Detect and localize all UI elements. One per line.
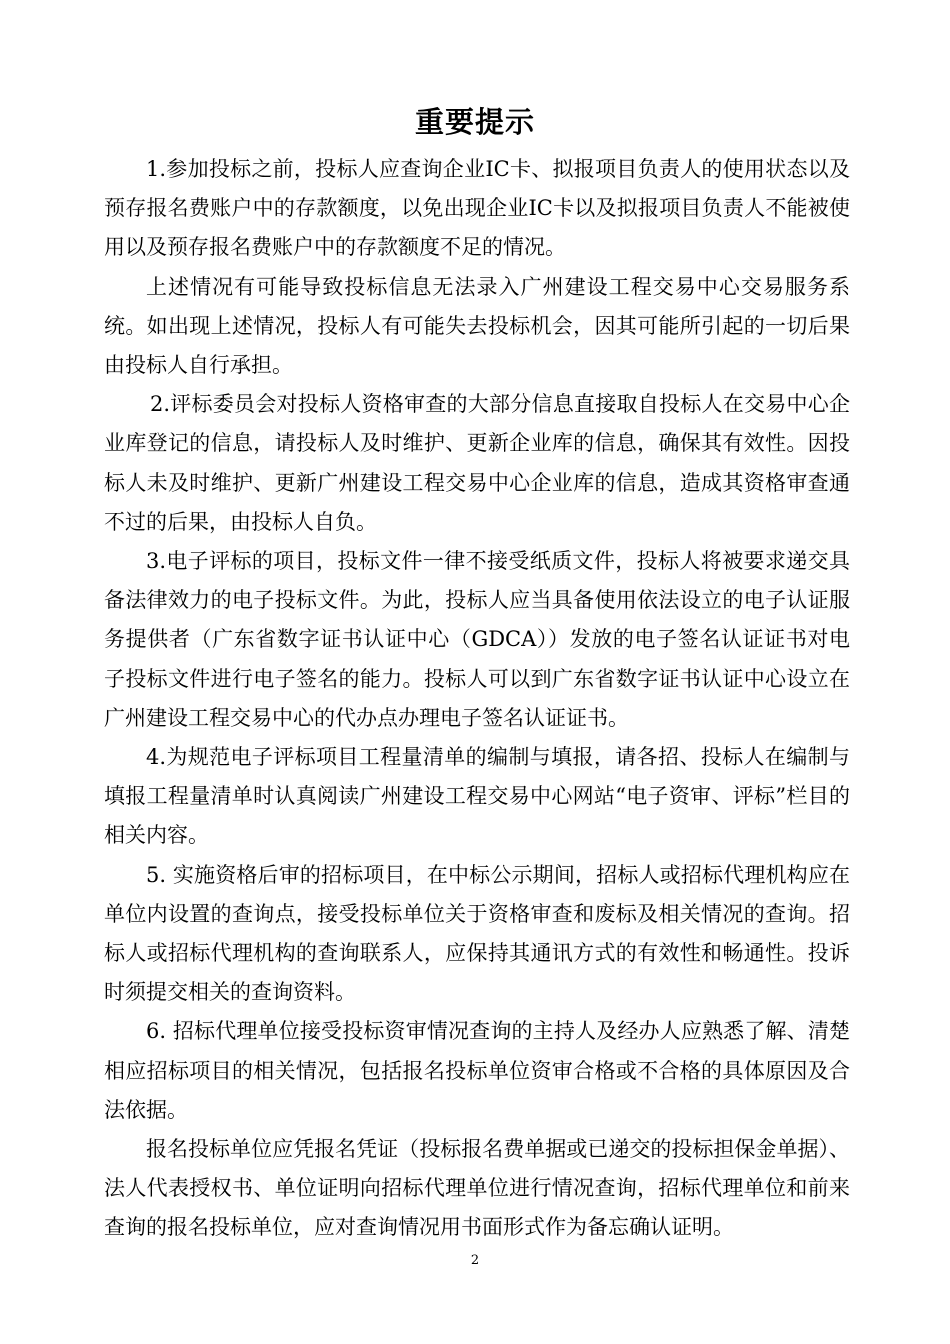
paragraph-6: 5. 实施资格后审的招标项目，在中标公示期间，招标人或招标代理机构应在单位内设置的查询点，接受投标单位关于资格审查和废标及相关情况的查询。招标人或招标代理机构的查询联系人，应保持其通讯方式的有效性和畅通性。投诉时须提交相关的查询资料。 — [104, 862, 850, 1005]
paragraph-5: 4.为规范电子评标项目工程量清单的编制与填报，请各招、投标人在编制与填报工程量清单时认真阅读广州建设工程交易中心网站“电子资审、评标”栏目的相关内容。 — [104, 745, 850, 848]
paragraph-4: 3.电子评标的项目，投标文件一律不接受纸质文件，投标人将被要求递交具备法律效力的电子投标文件。为此，投标人应当具备使用依法设立的电子认证服务提供者（广东省数字证书认证中心（GDCA））发放的电子签名认证证书对电子投标文件进行电子签名的能力。投标人可以到广东省数字证书认证中心设立在广州建设工程交易中心的代办点办理电子签名认证证书。 — [104, 549, 850, 730]
page-number: 2 — [470, 1253, 480, 1268]
paragraph-1: 1.参加投标之前，投标人应查询企业IC卡、拟报项目负责人的使用状态以及预存报名费账户中的存款额度，以免出现企业IC卡以及拟报项目负责人不能被使用以及预存报名费账户中的存款额度不足的情况。 — [104, 157, 850, 260]
notice-body — [104, 150, 850, 1248]
page-title: 重要提示 — [414, 105, 535, 139]
paragraph-2: 上述情况有可能导致投标信息无法录入广州建设工程交易中心交易服务系统。如出现上述情况，投标人有可能失去投标机会，因其可能所引起的一切后果由投标人自行承担。 — [104, 274, 850, 378]
paragraph-7: 6. 招标代理单位接受投标资审情况查询的主持人及经办人应熟悉了解、清楚相应招标项目的相关情况，包括报名投标单位资审合格或不合格的具体原因及合法依据。 — [104, 1019, 850, 1122]
paragraph-8: 报名投标单位应凭报名凭证（投标报名费单据或已递交的投标担保金单据）、法人代表授权书、单位证明向招标代理单位进行情况查询，招标代理单位和前来查询的报名投标单位，应对查询情况用书面形式作为备忘确认证明。 — [104, 1137, 850, 1240]
paragraph-3: 2.评标委员会对投标人资格审查的大部分信息直接取自投标人在交易中心企业库登记的信息，请投标人及时维护、更新企业库的信息，确保其有效性。因投标人未及时维护、更新广州建设工程交易中心企业库的信息，造成其资格审查通不过的后果，由投标人自负。 — [104, 392, 850, 534]
